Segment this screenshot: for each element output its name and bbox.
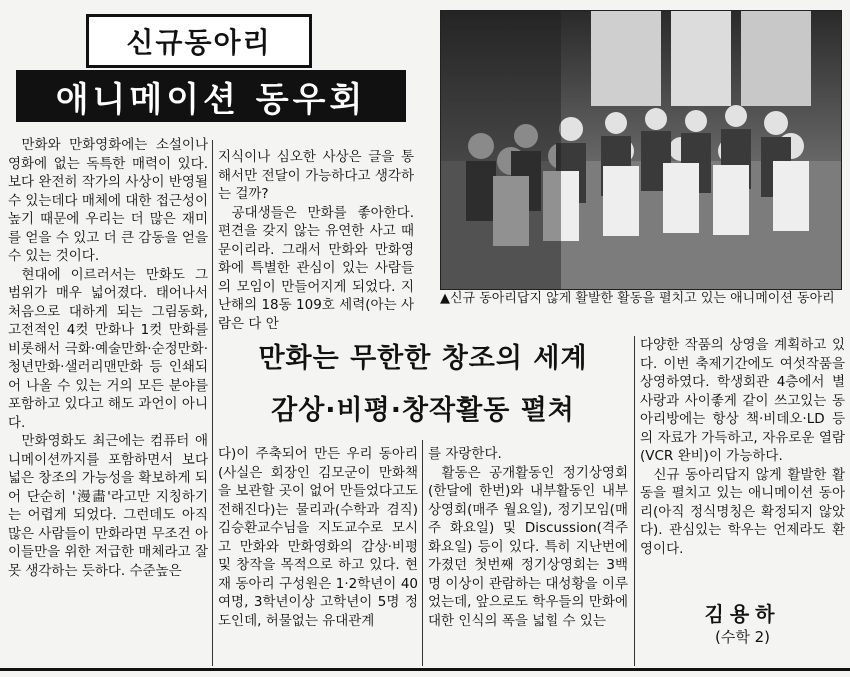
author-department: (수학 2) <box>715 628 770 646</box>
club-photo-image <box>441 11 841 289</box>
paragraph: 만화와 만화영화에는 소설이나 영화에 없는 독특한 매력이 있다. 보다 완전히 작가의 사상이 반영될 수 있는데다 매체에 대한 접근성이 높기 때문에 우리는 더 많은 재미를 얻을 수 있고 더 큰 감동을 얻을 수 있는 것이다. <box>8 137 208 264</box>
paragraph: 만화영화도 최근에는 컴퓨터 애니메이션까지를 포함하면서 보다 넓은 창조의 가능성을 확보하게 되어 단순히 '漫畵'라고만 지칭하기는 어렵게 되었다. 그런데도 아직 많은 사람들이 만화라면 무조건 아이들만을 위한 저급한 매체라고 잘못 생각하는 듯하다. 수준높은 <box>8 433 208 579</box>
subheadline <box>218 340 628 430</box>
bottom-rule <box>0 668 850 671</box>
column-2 <box>218 148 414 340</box>
club-photo <box>440 10 842 290</box>
photo-caption: ▲신규 동아리답지 않게 활발한 활동을 펼치고 있는 애니메이션 동아리 <box>440 291 835 306</box>
section-kicker: 신규동아리 <box>86 14 312 68</box>
column-divider <box>634 336 635 666</box>
paragraph: 다양한 작품의 상영을 계획하고 있다. 이번 축제기간에도 여섯작품을 상영하였다. 학생회관 4층에서 별사랑과 사이좋게 같이 쓰고있는 동아리방에는 항상 책·비데오·LD 등의 자료가 가득하고, 자유로운 열람(VCR 완비)이 가능하다. <box>640 337 845 464</box>
subheadline-line-1: 만화는 무한한 창조의 세계 <box>258 343 588 374</box>
column-divider <box>212 140 213 666</box>
paragraph: 활동은 공개활동인 정기상영회(한달에 한번)와 내부활동인 내부상영회(매주 월요일), 정기모임(매주 화요일) 및 Discussion(격주 화요일) 등이 있다. 특히 지난번에 가졌던 첫번째 정기상영회는 3백명 이상이 관람하는 대성황을 이루었는데, 앞으로도 학우들의 만화에 대한 인식의 폭을 넓힐 수 있는 <box>428 464 628 629</box>
paragraph: 다)이 주축되어 만든 우리 동아리(사실은 회장인 김모군이 만화책을 보관할 곳이 없어 만들었다고도 전해진다)는 물리과(수학과 겸직) 김승환교수님을 지도교수로 모시고 만화와 만화영화의 감상·비평 및 창작을 목적으로 하고 있다. 현재 동아리 구성원은 1·2학년이 40여명, 3학년이상 고학년이 5명 정도인데, 허물없는 유대관계 <box>218 446 418 629</box>
column-4 <box>428 445 628 665</box>
paragraph: 를 자랑한다. <box>428 446 502 462</box>
subheadline-line-2: 감상·비평·창작활동 펼쳐 <box>271 395 575 426</box>
column-1 <box>8 136 208 666</box>
article-headline: 애니메이션 동우회 <box>16 70 406 122</box>
author-name: 김용하 <box>704 602 781 626</box>
column-5 <box>640 336 845 596</box>
paragraph: 공대생들은 만화를 좋아한다. 편견을 갖지 않는 유연한 사고 때문이리라. 그래서 만화와 만화영화에 특별한 관심이 있는 사람들의 모임이 만들어지게 되었다. 지난해의 18동 109호 세력(아는 사람은 다 안 <box>218 204 414 332</box>
column-divider <box>422 440 423 666</box>
paragraph: 현대에 이르러서는 만화도 그 범위가 매우 넓어졌다. 태어나서 처음으로 대하게 되는 그림동화, 고전적인 4컷 만화나 1컷 만화를 비롯해서 극화·예술만화·순정만화·청년만화·샐러리맨만화 등 인쇄되어 나올 수 있는 거의 모든 분야를 포함하고 있다고 해도 과언이 아니다. <box>8 266 208 431</box>
paragraph: 신규 동아리답지 않게 활발한 활동을 펼치고 있는 애니메이션 동아리(아직 정식명칭은 확정되지 않았다). 관심있는 학우는 언제라도 환영이다. <box>640 466 845 557</box>
paragraph: 지식이나 심오한 사상은 글을 통해서만 전달이 가능하다고 생각하는 걸까? <box>218 149 414 202</box>
column-3 <box>218 445 418 665</box>
